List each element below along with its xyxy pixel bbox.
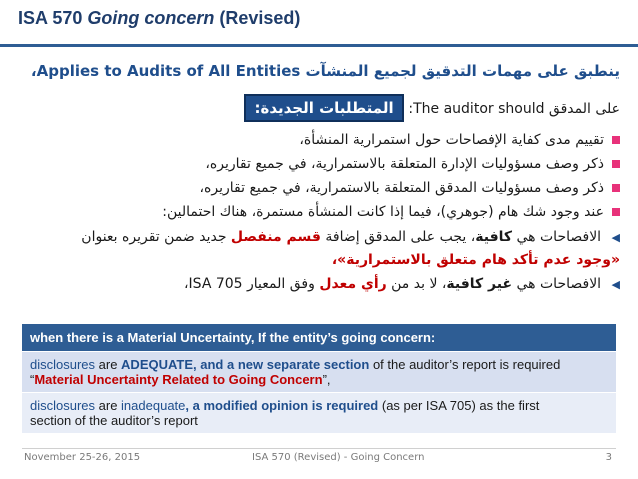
table-cell-inadequate	[22, 393, 572, 434]
text-span: الافصاحات هي	[512, 276, 602, 292]
list-item	[10, 200, 620, 224]
requirements-badge: المتطلبات الجديدة:	[244, 94, 403, 122]
title-italic: Going concern	[87, 8, 215, 28]
square-bullet-icon	[612, 208, 620, 216]
text-span: (as per ISA 705) as the first section of the auditor’s report	[30, 398, 540, 428]
square-bullet-icon	[612, 136, 620, 144]
bullet-text: تقييم مدى كفاية الإفصاحات حول استمرارية المنشأة،	[299, 132, 604, 148]
title-divider	[0, 44, 638, 47]
table-header-empty	[572, 324, 616, 352]
text-span: disclosures	[30, 398, 96, 413]
square-bullet-icon	[612, 184, 620, 192]
footer-date: November 25-26, 2015	[24, 452, 141, 463]
text-span: , and a new separate section	[193, 357, 370, 372]
scenario-2-text	[184, 276, 601, 292]
table-row	[22, 352, 616, 393]
table-header: when there is a Material Uncertainty, If the entity’s going concern:	[22, 324, 572, 352]
emphasis-adequate: كافية	[475, 229, 513, 245]
bullet-text: ذكر وصف مسؤوليات المدقق المتعلقة بالاستمرارية، في جميع تقاريره،	[199, 180, 604, 196]
emphasis-modified-opinion: رأي معدل	[319, 276, 387, 292]
text-span: ، لا بد من	[386, 276, 447, 292]
text-span: of the auditor’s report is required “	[30, 357, 561, 387]
scenario-1-text	[81, 229, 601, 245]
list-item	[10, 152, 620, 176]
table-cell-empty	[572, 393, 616, 434]
arrow-bullet-icon: ◀	[611, 231, 620, 244]
table-header-row	[22, 324, 616, 352]
text-span: ”,	[322, 372, 331, 387]
text-span: ، يجب على المدقق إضافة	[320, 229, 476, 245]
bullet-text: عند وجود شك هام (جوهري)، فيما إذا كانت المنشأة مستمرة، هناك احتمالين:	[162, 204, 604, 220]
list-item	[10, 128, 620, 152]
title-suffix: (Revised)	[214, 8, 301, 28]
footer-divider	[22, 448, 616, 449]
requirements-list	[10, 128, 620, 224]
text-span: وفق المعيار ISA 705،	[184, 276, 320, 292]
arrow-bullet-icon: ◀	[611, 278, 620, 291]
page-number: 3	[605, 452, 612, 463]
emphasis-inadequate: غير كافية	[446, 276, 513, 292]
list-item	[10, 226, 620, 271]
text-span: الافصاحات هي	[512, 229, 602, 245]
applies-line: ينطبق على مهمات التدقيق لجميع المنشآت Applies to Audits of All Entities،	[30, 62, 620, 80]
text-span: are	[95, 398, 122, 413]
list-item	[10, 176, 620, 200]
title-prefix: ISA 570	[18, 8, 88, 28]
requirements-row	[20, 94, 620, 122]
table-cell-adequate	[22, 352, 572, 393]
table-row	[22, 393, 616, 434]
text-span: جديد ضمن تقريره بعنوان	[81, 229, 231, 245]
requirements-text: على المدقق The auditor should:	[408, 101, 620, 117]
bullet-text: ذكر وصف مسؤوليات الإدارة المتعلقة بالاستمرارية، في جميع تقاريره،	[205, 156, 604, 172]
scenario-list	[10, 226, 620, 298]
text-span: ADEQUATE	[121, 357, 194, 372]
square-bullet-icon	[612, 160, 620, 168]
text-span: inadequate	[121, 398, 186, 413]
slide-title	[18, 8, 300, 29]
text-span: are	[95, 357, 122, 372]
footer-title: ISA 570 (Revised) - Going Concern	[252, 452, 425, 463]
table-cell-empty	[572, 352, 616, 393]
text-span: , a modified opinion is required	[185, 398, 379, 413]
emphasis-separate-section: قسم منفصل	[230, 229, 321, 245]
text-span: Material Uncertainty Related to Going Concern	[34, 372, 323, 387]
text-span: disclosures	[30, 357, 96, 372]
list-item	[10, 273, 620, 296]
summary-table	[22, 324, 616, 433]
scenario-1-heading: «وجود عدم تأكد هام متعلق بالاستمرارية»،	[331, 252, 620, 268]
